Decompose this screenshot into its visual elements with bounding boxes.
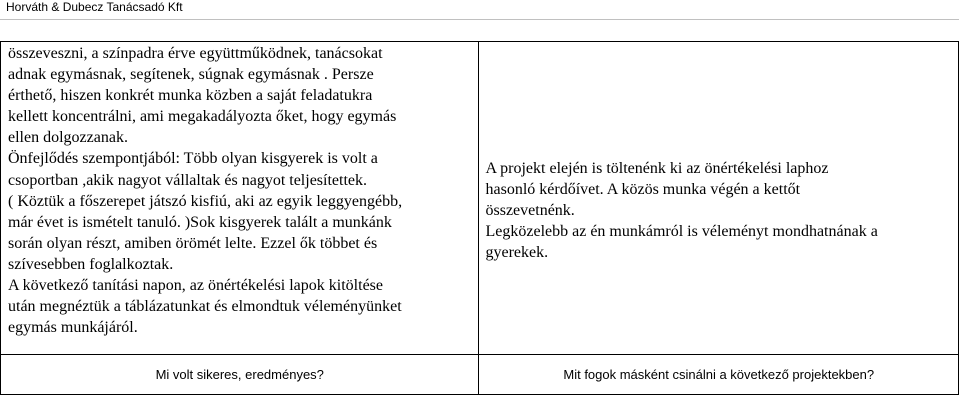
right-cell-text [479, 158, 958, 263]
text-line: gyerekek. [485, 244, 549, 262]
footer-right-label: Mit fogok másként csinálni a következő projektekben? [563, 367, 875, 382]
evaluation-table [0, 41, 959, 395]
text-line: összevetnénk. [485, 202, 575, 220]
text-line: érthető, hiszen konkrét munka közben a saját feladatukra [8, 87, 373, 105]
text-line: Önfejlődés szempontjából: Több olyan kisgyerek is volt a [8, 150, 378, 168]
text-line: kellett koncentrálni, ami megakadályozta őket, hogy egymás [8, 108, 397, 126]
table-row-content [1, 42, 959, 355]
text-line: hasonló kérdőívet. A közös munka végén a kettőt [485, 181, 801, 199]
table-row-footer [1, 355, 959, 395]
left-cell [1, 42, 479, 355]
footer-left-cell [1, 355, 479, 395]
text-line: egymás munkájáról. [8, 319, 138, 337]
text-line: során olyan részt, amiben örömét lelte. Ezzel ők többet és [8, 234, 378, 252]
company-name: Horváth & Dubecz Tanácsadó Kft [6, 0, 183, 14]
footer-right-cell [479, 355, 959, 395]
text-line: ( Köztük a főszerepet játszó kisfiú, aki az egyik leggyengébb, [8, 192, 403, 210]
text-line: szívesebben foglalkoztak. [8, 255, 174, 273]
text-line: után megnéztük a táblázatunkat és elmondtuk véleményünket [8, 298, 402, 316]
text-line: ellen dolgozzanak. [8, 129, 128, 147]
left-cell-text [1, 43, 478, 338]
text-line: A következő tanítási napon, az önértékelési lapok kitöltése [8, 277, 383, 295]
text-line: összeveszni, a színpadra érve együttműködnek, tanácsokat [8, 45, 383, 62]
header-divider [0, 19, 959, 20]
right-cell [479, 42, 959, 355]
footer-left-label: Mi volt sikeres, eredményes? [155, 367, 324, 382]
text-line: már évet is ismételt tanuló. )Sok kisgyerek talált a munkánk [8, 213, 392, 231]
text-line: adnak egymásnak, segítenek, súgnak egymásnak . Persze [8, 66, 374, 84]
text-line: Legközelebb az én munkámról is véleményt mondhatnának a [485, 223, 878, 241]
text-line: csoportban ,akik nagyot vállaltak és nagyot teljesítettek. [8, 171, 368, 189]
text-line: A projekt elején is töltenénk ki az önértékelési laphoz [485, 160, 829, 177]
document-header [6, 0, 183, 14]
